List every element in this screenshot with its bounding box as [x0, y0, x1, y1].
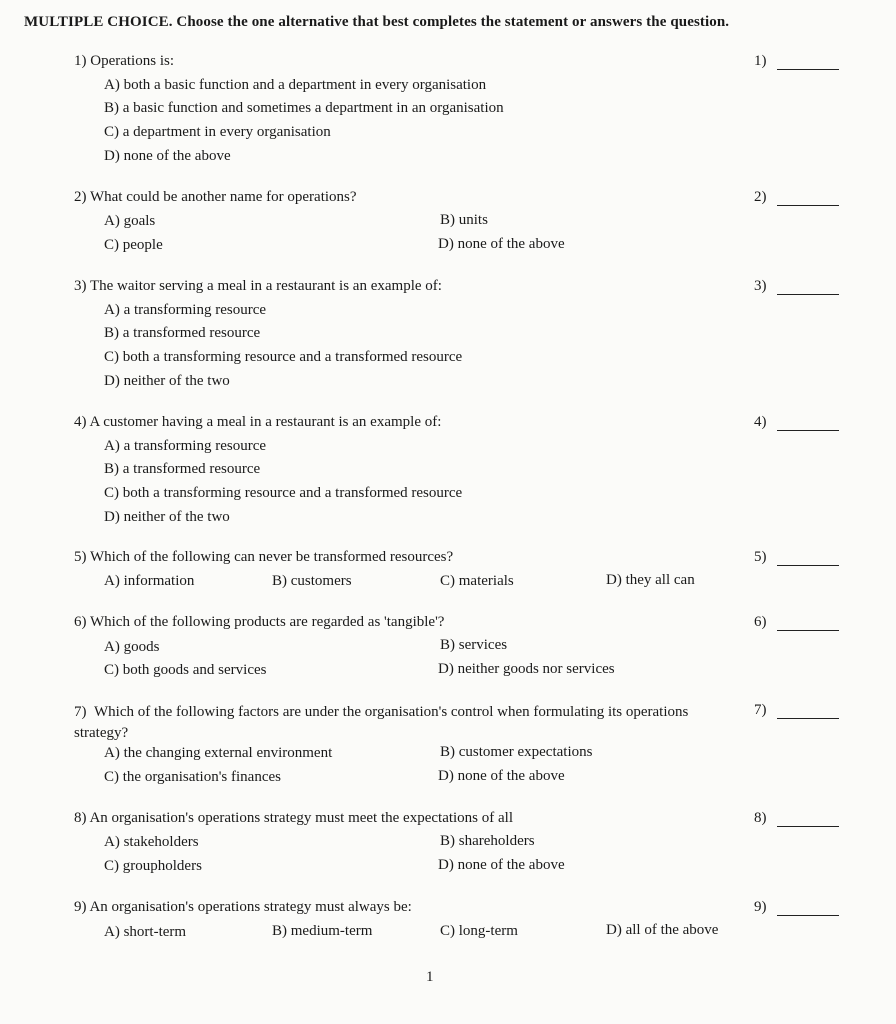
option-c[interactable]: C) a department in every organisation: [104, 124, 331, 140]
option-b[interactable]: B) customers: [272, 573, 352, 589]
option-d[interactable]: D) none of the above: [104, 148, 231, 164]
question-text: An organisation's operations strategy must meet the expectations of all: [89, 810, 514, 826]
option-d[interactable]: D) none of the above: [438, 768, 565, 784]
answer-blank[interactable]: [777, 718, 839, 719]
option-a[interactable]: A) information: [104, 573, 195, 589]
question-number: 3): [74, 278, 87, 294]
question-text: What could be another name for operations?: [89, 189, 357, 205]
question-number: 1): [74, 53, 87, 69]
question-text: An organisation's operations strategy must always be:: [89, 899, 412, 915]
answer-blank[interactable]: [777, 69, 839, 70]
answer-label: 5): [754, 549, 767, 565]
option-b[interactable]: B) a transformed resource: [104, 325, 261, 341]
answer-label: 2): [754, 189, 767, 205]
question-text: Which of the following can never be transformed resources?: [89, 549, 454, 565]
option-d[interactable]: D) all of the above: [606, 922, 719, 938]
question-stem: [74, 189, 357, 206]
option-c[interactable]: C) both goods and services: [104, 662, 267, 678]
option-c[interactable]: C) materials: [440, 573, 514, 589]
question-text: A customer having a meal in a restaurant is an example of:: [89, 414, 442, 430]
option-d[interactable]: D) none of the above: [438, 857, 565, 873]
option-a[interactable]: A) stakeholders: [104, 834, 199, 850]
option-a[interactable]: A) goods: [104, 639, 160, 655]
question-number: 7): [74, 704, 87, 720]
question-stem: [74, 810, 513, 827]
answer-label: 9): [754, 899, 767, 915]
option-b[interactable]: B) medium-term: [272, 923, 373, 939]
answer-label: 6): [754, 614, 767, 630]
option-c[interactable]: C) both a transforming resource and a transformed resource: [104, 485, 463, 501]
answer-blank[interactable]: [777, 565, 839, 566]
option-b[interactable]: B) services: [440, 637, 508, 653]
option-d[interactable]: D) they all can: [606, 572, 695, 588]
answer-label: 7): [754, 702, 767, 718]
question-stem: [74, 549, 453, 566]
option-d[interactable]: D) none of the above: [438, 236, 565, 252]
answer-label: 1): [754, 53, 767, 69]
question-stem: [74, 278, 442, 295]
question-number: 9): [74, 899, 87, 915]
option-a[interactable]: A) the changing external environment: [104, 745, 333, 761]
answer-blank[interactable]: [777, 430, 839, 431]
option-c[interactable]: C) people: [104, 237, 163, 253]
question-stem: [74, 899, 412, 916]
option-c[interactable]: C) long-term: [440, 923, 518, 939]
question-number: 6): [74, 614, 87, 630]
option-a[interactable]: A) both a basic function and a department in every organisation: [104, 77, 487, 93]
answer-label: 4): [754, 414, 767, 430]
option-a[interactable]: A) a transforming resource: [104, 302, 267, 318]
question-text: Which of the following products are regarded as 'tangible'?: [89, 614, 445, 630]
answer-label: 8): [754, 810, 767, 826]
section-header: MULTIPLE CHOICE. Choose the one alternative that best completes the statement or answers the question.: [24, 14, 730, 30]
option-a[interactable]: A) short-term: [104, 924, 187, 940]
option-c[interactable]: C) the organisation's finances: [104, 769, 281, 785]
question-text: Operations is:: [90, 53, 174, 69]
option-c[interactable]: C) groupholders: [104, 858, 202, 874]
answer-blank[interactable]: [777, 205, 839, 206]
option-b[interactable]: B) units: [440, 212, 488, 228]
option-a[interactable]: A) goals: [104, 213, 156, 229]
question-number: 5): [74, 549, 87, 565]
option-d[interactable]: D) neither of the two: [104, 373, 230, 389]
option-b[interactable]: B) customer expectations: [440, 744, 593, 760]
question-number: 2): [74, 189, 87, 205]
question-stem: [74, 414, 441, 431]
answer-blank[interactable]: [777, 826, 839, 827]
answer-label: 3): [754, 278, 767, 294]
question-text: Which of the following factors are under the organisation's control when formulating its operations strategy?: [74, 704, 689, 741]
question-number: 8): [74, 810, 87, 826]
answer-blank[interactable]: [777, 294, 839, 295]
option-b[interactable]: B) shareholders: [440, 833, 535, 849]
option-a[interactable]: A) a transforming resource: [104, 438, 267, 454]
option-d[interactable]: D) neither goods nor services: [438, 661, 615, 677]
question-number: 4): [74, 414, 87, 430]
page-number: 1: [426, 969, 434, 985]
option-d[interactable]: D) neither of the two: [104, 509, 230, 525]
question-text: The waitor serving a meal in a restaurant is an example of:: [89, 278, 442, 294]
question-stem: [74, 614, 444, 631]
option-b[interactable]: B) a transformed resource: [104, 461, 261, 477]
answer-blank[interactable]: [777, 630, 839, 631]
option-b[interactable]: B) a basic function and sometimes a department in an organisation: [104, 100, 504, 116]
question-stem: [74, 702, 744, 744]
question-stem: [74, 53, 174, 70]
option-c[interactable]: C) both a transforming resource and a transformed resource: [104, 349, 463, 365]
answer-blank[interactable]: [777, 915, 839, 916]
